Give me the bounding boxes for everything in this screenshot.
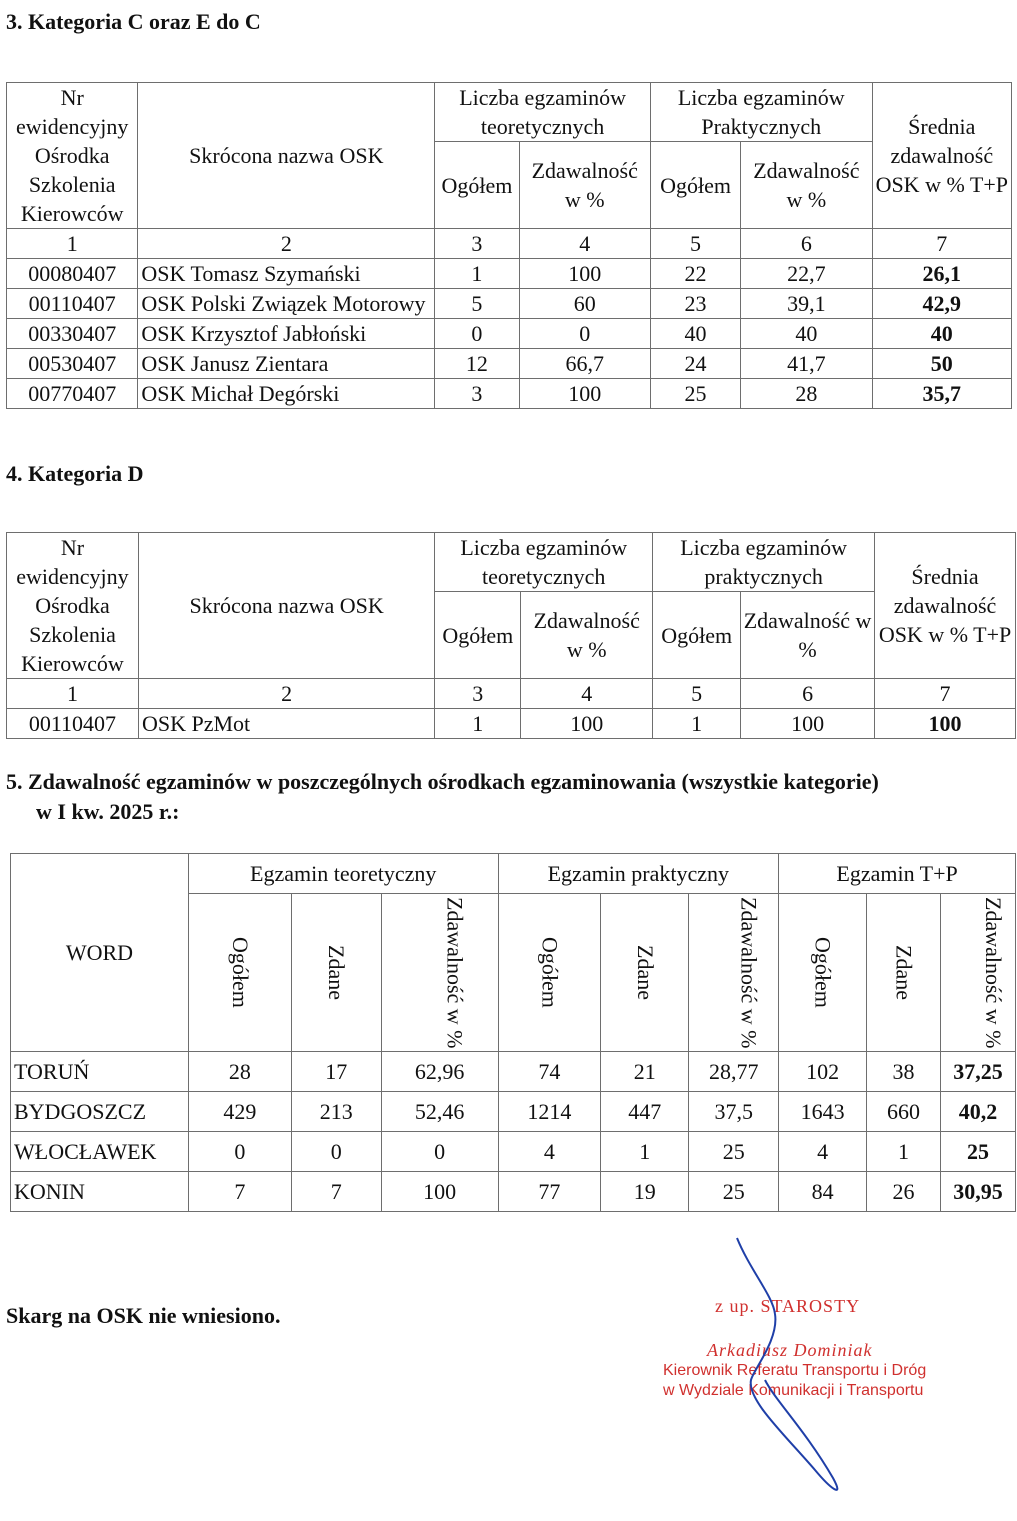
col-group-practice: Egzamin praktyczny: [498, 854, 779, 894]
table-row: [7, 259, 1012, 289]
cell-practice-rate: 28,77: [689, 1052, 779, 1092]
cell-practice-rate: 40: [741, 319, 872, 349]
cell-word: WŁOCŁAWEK: [11, 1132, 189, 1172]
vertical-label: Zdawalność w %: [980, 896, 1006, 1049]
cell-nr: 00530407: [7, 349, 138, 379]
official-stamp: [655, 1230, 955, 1510]
col-header-nr: Nr ewidencyjny Ośrodka Szkolenia Kierowców: [7, 533, 139, 679]
cell-practice-rate: 39,1: [741, 289, 872, 319]
cell-theory-rate: 0: [519, 319, 650, 349]
cell-practice-total: 77: [498, 1172, 601, 1212]
cell-name: OSK Michał Degórski: [138, 379, 435, 409]
table-row: [7, 379, 1012, 409]
vertical-label: Zdane: [324, 945, 350, 1000]
cell-word: KONIN: [11, 1172, 189, 1212]
cell-theory-total: 7: [188, 1172, 291, 1212]
cell-theory-total: 1: [435, 259, 519, 289]
col-header-practice-passed: [601, 894, 689, 1052]
cell-name: OSK Polski Związek Motorowy: [138, 289, 435, 319]
col-number: 1: [7, 229, 138, 259]
cell-nr: 00330407: [7, 319, 138, 349]
vertical-label: Zdawalność w %: [736, 896, 762, 1049]
table-row: [11, 1092, 1016, 1132]
cell-theory-passed: 7: [291, 1172, 381, 1212]
cell-practice-total: 25: [650, 379, 740, 409]
cell-avg: 26,1: [872, 259, 1011, 289]
cell-practice-total: 1214: [498, 1092, 601, 1132]
cell-theory-total: 0: [188, 1132, 291, 1172]
cell-practice-passed: 1: [601, 1132, 689, 1172]
col-number: 2: [138, 229, 435, 259]
cell-practice-total: 1: [653, 709, 741, 739]
cell-practice-total: 74: [498, 1052, 601, 1092]
col-header-theory-rate: Zdawalność w %: [519, 142, 650, 229]
col-header-name: Skrócona nazwa OSK: [138, 533, 434, 679]
cell-word: BYDGOSZCZ: [11, 1092, 189, 1132]
cell-practice-rate: 28: [741, 379, 872, 409]
cell-practice-total: 40: [650, 319, 740, 349]
cell-practice-rate: 37,5: [689, 1092, 779, 1132]
col-header-theory-total: Ogółem: [435, 592, 521, 679]
cell-avg: 35,7: [872, 379, 1011, 409]
vertical-label: Zdane: [632, 945, 658, 1000]
cell-word: TORUŃ: [11, 1052, 189, 1092]
cell-practice-passed: 447: [601, 1092, 689, 1132]
cell-tp-rate: 30,95: [940, 1172, 1015, 1212]
col-number: 1: [7, 679, 139, 709]
col-number: 3: [435, 229, 519, 259]
cell-nr: 00110407: [7, 709, 139, 739]
cell-theory-passed: 213: [291, 1092, 381, 1132]
col-number: 6: [741, 229, 872, 259]
cell-practice-passed: 21: [601, 1052, 689, 1092]
cell-theory-rate: 100: [521, 709, 653, 739]
cell-practice-passed: 19: [601, 1172, 689, 1212]
cell-avg: 40: [872, 319, 1011, 349]
stamp-name: Arkadiusz Dominiak: [707, 1340, 873, 1360]
stamp-role-line1: Kierownik Referatu Transportu i Dróg: [663, 1362, 927, 1379]
cell-name: OSK Krzysztof Jabłoński: [138, 319, 435, 349]
cell-practice-total: 23: [650, 289, 740, 319]
table-row: [7, 709, 1016, 739]
col-group-theory: Liczba egzaminów teoretycznych: [435, 533, 653, 592]
vertical-label: Ogółem: [810, 937, 836, 1008]
col-header-avg: Średnia zdawalność OSK w % T+P: [872, 83, 1011, 229]
cell-theory-rate: 100: [519, 259, 650, 289]
cell-theory-total: 12: [435, 349, 519, 379]
cell-practice-rate: 100: [741, 709, 875, 739]
table-category-c: [6, 82, 1012, 409]
col-group-theory: Liczba egzaminów teoretycznych: [435, 83, 651, 142]
cell-theory-rate: 60: [519, 289, 650, 319]
cell-theory-total: 28: [188, 1052, 291, 1092]
cell-theory-rate: 100: [519, 379, 650, 409]
col-header-practice-total: Ogółem: [650, 142, 740, 229]
table-row: [7, 349, 1012, 379]
col-group-theory: Egzamin teoretyczny: [188, 854, 498, 894]
col-number: 4: [521, 679, 653, 709]
vertical-label: Zdawalność w %: [442, 896, 468, 1049]
col-header-theory-rate: [381, 894, 498, 1052]
col-header-practice-rate: Zdawalność w %: [741, 592, 875, 679]
cell-theory-passed: 17: [291, 1052, 381, 1092]
cell-name: OSK Tomasz Szymański: [138, 259, 435, 289]
col-header-practice-total: Ogółem: [653, 592, 741, 679]
col-number: 3: [435, 679, 521, 709]
cell-theory-rate: 52,46: [381, 1092, 498, 1132]
col-header-avg: Średnia zdawalność OSK w % T+P: [875, 533, 1016, 679]
table-row: [11, 1172, 1016, 1212]
cell-avg: 100: [875, 709, 1016, 739]
cell-nr: 00770407: [7, 379, 138, 409]
col-group-tp: Egzamin T+P: [779, 854, 1016, 894]
cell-theory-total: 1: [435, 709, 521, 739]
col-header-name: Skrócona nazwa OSK: [138, 83, 435, 229]
cell-name: OSK Janusz Zientara: [138, 349, 435, 379]
col-header-tp-rate: [940, 894, 1015, 1052]
cell-theory-total: 0: [435, 319, 519, 349]
cell-tp-rate: 37,25: [940, 1052, 1015, 1092]
col-header-tp-total: [779, 894, 867, 1052]
vertical-label: Ogółem: [537, 937, 563, 1008]
cell-avg: 42,9: [872, 289, 1011, 319]
cell-practice-total: 22: [650, 259, 740, 289]
col-number: 5: [650, 229, 740, 259]
table-category-d: [6, 532, 1016, 739]
cell-tp-passed: 660: [867, 1092, 941, 1132]
col-header-tp-passed: [867, 894, 941, 1052]
cell-avg: 50: [872, 349, 1011, 379]
cell-nr: 00080407: [7, 259, 138, 289]
col-number: 7: [875, 679, 1016, 709]
col-header-theory-passed: [291, 894, 381, 1052]
cell-practice-rate: 25: [689, 1172, 779, 1212]
col-header-practice-rate: [689, 894, 779, 1052]
section5-heading-line2: w I kw. 2025 r.:: [36, 799, 180, 824]
cell-theory-passed: 0: [291, 1132, 381, 1172]
table-row: [7, 319, 1012, 349]
col-header-practice-total: [498, 894, 601, 1052]
cell-theory-rate: 62,96: [381, 1052, 498, 1092]
section4-heading: 4. Kategoria D: [6, 461, 144, 486]
cell-tp-total: 102: [779, 1052, 867, 1092]
cell-tp-total: 84: [779, 1172, 867, 1212]
cell-tp-total: 4: [779, 1132, 867, 1172]
cell-practice-rate: 41,7: [741, 349, 872, 379]
col-header-practice-rate: Zdawalność w %: [741, 142, 872, 229]
cell-tp-passed: 1: [867, 1132, 941, 1172]
stamp-authority: z up. STAROSTY: [715, 1296, 861, 1316]
cell-tp-passed: 26: [867, 1172, 941, 1212]
cell-tp-passed: 38: [867, 1052, 941, 1092]
section3-heading: 3. Kategoria C oraz E do C: [6, 9, 261, 34]
section5-heading-line1: 5. Zdawalność egzaminów w poszczególnych ośrodkach egzaminowania (wszystkie kategorie): [6, 769, 879, 794]
table-row: [11, 1132, 1016, 1172]
cell-tp-rate: 40,2: [940, 1092, 1015, 1132]
cell-theory-total: 3: [435, 379, 519, 409]
cell-theory-total: 5: [435, 289, 519, 319]
col-group-practice: Liczba egzaminów Praktycznych: [650, 83, 872, 142]
cell-theory-rate: 66,7: [519, 349, 650, 379]
handwritten-signature: [655, 1230, 955, 1510]
table-row: [11, 1052, 1016, 1092]
stamp-role-line2: w Wydziale Komunikacji i Transportu: [663, 1382, 924, 1399]
cell-practice-rate: 22,7: [741, 259, 872, 289]
cell-practice-total: 4: [498, 1132, 601, 1172]
vertical-label: Zdane: [891, 945, 917, 1000]
vertical-label: Ogółem: [227, 937, 253, 1008]
col-header-nr: Nr ewidencyjny Ośrodka Szkolenia Kierowców: [7, 83, 138, 229]
col-number: 6: [741, 679, 875, 709]
cell-theory-total: 429: [188, 1092, 291, 1132]
cell-tp-rate: 25: [940, 1132, 1015, 1172]
col-number: 2: [138, 679, 434, 709]
table-word-exams: [10, 853, 1016, 1212]
col-header-theory-total: Ogółem: [435, 142, 519, 229]
col-header-theory-rate: Zdawalność w %: [521, 592, 653, 679]
cell-tp-total: 1643: [779, 1092, 867, 1132]
cell-theory-rate: 100: [381, 1172, 498, 1212]
col-number: 7: [872, 229, 1011, 259]
col-number: 4: [519, 229, 650, 259]
col-header-theory-total: [188, 894, 291, 1052]
cell-nr: 00110407: [7, 289, 138, 319]
cell-name: OSK PzMot: [138, 709, 434, 739]
table-row: [7, 289, 1012, 319]
col-group-practice: Liczba egzaminów praktycznych: [653, 533, 875, 592]
col-header-word: WORD: [11, 854, 189, 1052]
cell-theory-rate: 0: [381, 1132, 498, 1172]
col-number: 5: [653, 679, 741, 709]
complaint-note: Skarg na OSK nie wniesiono.: [6, 1303, 281, 1328]
cell-practice-total: 24: [650, 349, 740, 379]
cell-practice-rate: 25: [689, 1132, 779, 1172]
